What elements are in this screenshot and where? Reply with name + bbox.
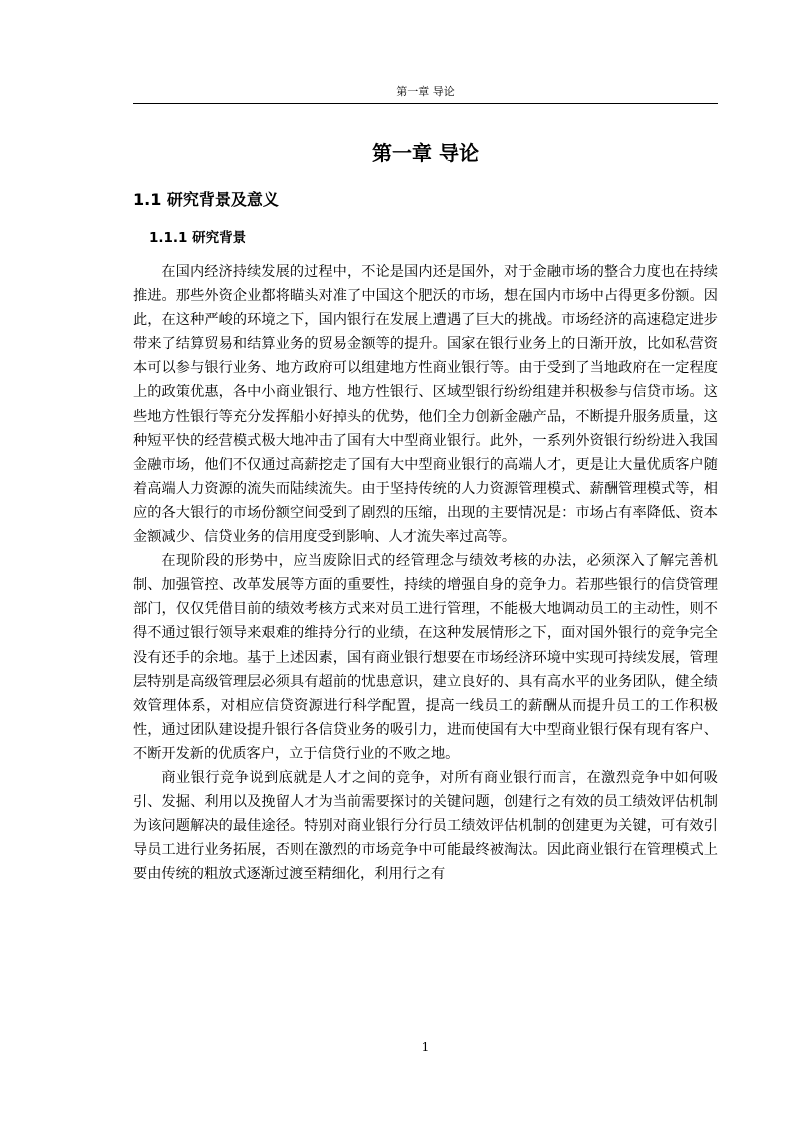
- running-header: 第一章 导论: [396, 85, 455, 98]
- chapter-title: 第一章 导论: [372, 141, 479, 165]
- paragraph: 商业银行竞争说到底就是人才之间的竞争，对所有商业银行而言，在激烈竞争中如何吸引、发掘、利用以及挽留人才为当前需要探讨的关键问题，创建行之有效的员工绩效评估机制为该问题解决的最佳途径。特别对商业银行分行员工绩效评估机制的创建更为关键，可有效引导员工进行业务拓展，否则在激烈的市场竞争中可能最终被淘汰。因此商业银行在管理模式上要由传统的粗放式逐渐过渡至精细化，利用行之有: [133, 769, 718, 883]
- page-number: 1: [421, 1040, 430, 1054]
- paragraph: 在现阶段的形势中，应当废除旧式的经管理念与绩效考核的办法，必须深入了解完善机制、加强管控、改革发展等方面的重要性，持续的增强自身的竞争力。若那些银行的信贷管理部门，仅仅凭借目前的绩效考核方式来对员工进行管理，不能极大地调动员工的主动性，则不得不通过银行领导来艰难的维持分行的业绩，在这种发展情形之下，面对国外银行的竞争完全没有还手的余地。基于上述因素，国有商业银行想要在市场经济环境中实现可持续发展，管理层特别是高级管理层必须具有超前的忧患意识，建立良好的、具有高水平的业务团队，健全绩效管理体系，对相应信贷资源进行科学配置，提高一线员工的薪酬从而提升员工的工作积极性，通过团队建设提升银行各信贷业务的吸引力，进而使国有大中型商业银行保有现有客户、不断开发新的优质客户，立于信贷行业的不败之地。: [133, 553, 718, 762]
- header-divider: [133, 103, 718, 104]
- subsection-title: 1.1.1 研究背景: [149, 230, 247, 246]
- section-title: 1.1 研究背景及意义: [133, 190, 279, 209]
- paragraph: 在国内经济持续发展的过程中，不论是国内还是国外，对于金融市场的整合力度也在持续推进。那些外资企业都将瞄头对准了中国这个肥沃的市场，想在国内市场中占得更多份额。因此，在这种严峻的环境之下，国内银行在发展上遭遇了巨大的挑战。市场经济的高速稳定进步带来了结算贸易和结算业务的贸易金额等的提升。国家在银行业务上的日渐开放，比如私营资本可以参与银行业务、地方政府可以组建地方性商业银行等。由于受到了当地政府在一定程度上的政策优惠，各中小商业银行、地方性银行、区域型银行纷纷组建并积极参与信贷市场。这些地方性银行等充分发挥船小好掉头的优势，他们全力创新金融产品，不断提升服务质量，这种短平快的经营模式极大地冲击了国有大中型商业银行。此外，一系列外资银行纷纷进入我国金融市场，他们不仅通过高薪挖走了国有大中型商业银行的高端人才，更是让大量优质客户随着高端人力资源的流失而陆续流失。由于坚持传统的人力资源管理模式、薪酬管理模式等，相应的各大银行的市场份额空间受到了剧烈的压缩，出现的主要情况是：市场占有率降低、资本金额减少、信贷业务的信用度受到影响、人才流失率过高等。: [133, 264, 718, 546]
- body-text: [133, 260, 718, 886]
